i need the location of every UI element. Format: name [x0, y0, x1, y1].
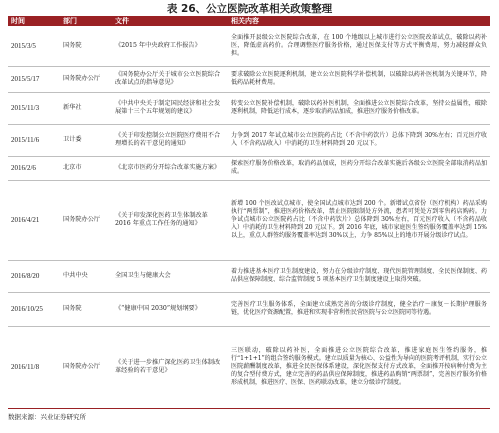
cell-dept: 国务院 — [60, 292, 112, 326]
table-row — [8, 292, 490, 326]
table-row — [8, 26, 490, 66]
cell-doc: 全国卫生与健康大会 — [112, 260, 228, 292]
table-body — [8, 26, 490, 408]
cell-time: 2015/3/5 — [8, 26, 60, 66]
cell-content: 着力推进基本医疗卫生制度建设，努力在分级诊疗制度、现代医院管理制度、全民医保制度、药品供应保障制度、综合监管制度 5 项基本医疗卫生制度建设上取得突破。 — [228, 260, 490, 292]
cell-content: 探索医疗服务价格改革，取消药品加成，医药分开综合改革实施后各级公立医院全部取消药品加成。 — [228, 156, 490, 180]
cell-dept: 国务院 — [60, 26, 112, 66]
cell-content: 全面推开县级公立医院综合改革，在 100 个地级以上城市进行公立医院改革试点，破除以药补医，降低虚高药价。合理调整医疗服务价格，通过医保支付等方式平衡费用，努力减轻群众负担。 — [228, 26, 490, 66]
cell-dept: 国务院办公厅 — [60, 180, 112, 260]
cell-time: 2015/5/17 — [8, 66, 60, 92]
header-content: 相关内容 — [228, 16, 490, 26]
cell-doc: 《关于进一步推广深化医药卫生体制改革经验的若干意见》 — [112, 326, 228, 408]
table-row — [8, 260, 490, 292]
table-row — [8, 66, 490, 92]
table-row — [8, 156, 490, 180]
header-time: 时间 — [8, 16, 60, 26]
cell-doc: 《中共中央关于制定国民经济和社会发展第十三个五年规划的建议》 — [112, 92, 228, 124]
cell-dept: 卫计委 — [60, 124, 112, 156]
cell-time: 2015/11/3 — [8, 92, 60, 124]
cell-doc: 《北京市医药分开综合改革实施方案》 — [112, 156, 228, 180]
cell-time: 2016/11/8 — [8, 326, 60, 408]
cell-content: 要求破除公立医院逐利机制，建立公立医院科学补偿机制，以破除以药补医机制为关键环节，降低药品耗材费用。 — [228, 66, 490, 92]
table-row — [8, 124, 490, 156]
header-doc: 文件 — [112, 16, 228, 26]
cell-doc: 《2015 年中央政府工作报告》 — [112, 26, 228, 66]
cell-dept: 北京市 — [60, 156, 112, 180]
cell-time: 2016/8/20 — [8, 260, 60, 292]
cell-time: 2016/4/21 — [8, 180, 60, 260]
table-row — [8, 326, 490, 408]
table-title: 表 26、公立医院改革相关政策整理 — [166, 3, 333, 15]
policy-table — [8, 16, 490, 409]
cell-doc: 《关于印发深化医药卫生体制改革 2016 年重点工作任务的通知》 — [112, 180, 228, 260]
cell-time: 2015/11/6 — [8, 124, 60, 156]
table-header — [8, 16, 490, 26]
cell-doc: 《关于印发控制公立医院医疗费用不合理增长的若干意见的通知》 — [112, 124, 228, 156]
source-note: 数据来源：兴业证券研究所 — [8, 412, 86, 421]
cell-content: 力争到 2017 年试点城市公立医院药占比（不含中药饮片）总体下降到 30%左右；百元医疗收入（不含药品收入）中消耗的卫生材料降到 20 元以下。 — [228, 124, 490, 156]
cell-dept: 中共中央 — [60, 260, 112, 292]
header-dept: 部门 — [60, 16, 112, 26]
cell-content: 三医联动，破除以药补医，全面推进公立医院综合改革，推进家庭医生签约服务，推行“1+1+1”的组合签约服务模式。建立以质量为核心、公益性为导向的医院考评机制，实行公立医院薪酬制度改革，推进全民医保体系建设，深化医保支付方式改革，全面推开按病种付费为主的复合型付费方式，建立完善的药品供应保障制度，推进药品购销“两票制”，完善医疗服务价格形成机制，推进医疗、医保、医药联动改革，建立分级诊疗制度。 — [228, 326, 490, 408]
cell-dept: 国务院办公厅 — [60, 326, 112, 408]
cell-content: 转变公立医院补偿机制，破除以药补医机制，全面推进公立医院综合改革，坚持公益属性，破除逐利机制，降低运行成本，逐步取消药品加成，推进医疗服务价格改革。 — [228, 92, 490, 124]
cell-dept: 新华社 — [60, 92, 112, 124]
table-row — [8, 180, 490, 260]
cell-time: 2016/2/6 — [8, 156, 60, 180]
cell-time: 2016/10/25 — [8, 292, 60, 326]
cell-content: 新增 100 个医改试点城市，使全国试点城市达到 200 个。新增试点省份（医疗机构）药品采购执行“两票制”，推进医药价格改革，禁止医院限制处方外流，患者可凭处方到零售药店购药。力争试点城市公立医院药占比（不含中药饮片）总体降到 30%左右，百元医疗收入（不含药品收入）中消耗的卫生材料降到 20 元以下。到 2016 年底，城市家庭医生签约服务覆盖率达到 15%以上，重点人群签约服务覆盖率达到 30%以上，力争 85%以上的地市开展分级诊疗试点。 — [228, 180, 490, 260]
table-row — [8, 92, 490, 124]
cell-doc: 《“健康中国 2030”规划纲要》 — [112, 292, 228, 326]
cell-doc: 《国务院办公厅关于城市公立医院综合改革试点的指导意见》 — [112, 66, 228, 92]
cell-content: 完善医疗卫生服务体系，全面建立成熟完善的分级诊疗制度，健全治疗－康复－长期护理服务链，优化医疗资源配置，推进和实现非营利性民营医院与公立医院同等待遇。 — [228, 292, 490, 326]
cell-dept: 国务院办公厅 — [60, 66, 112, 92]
